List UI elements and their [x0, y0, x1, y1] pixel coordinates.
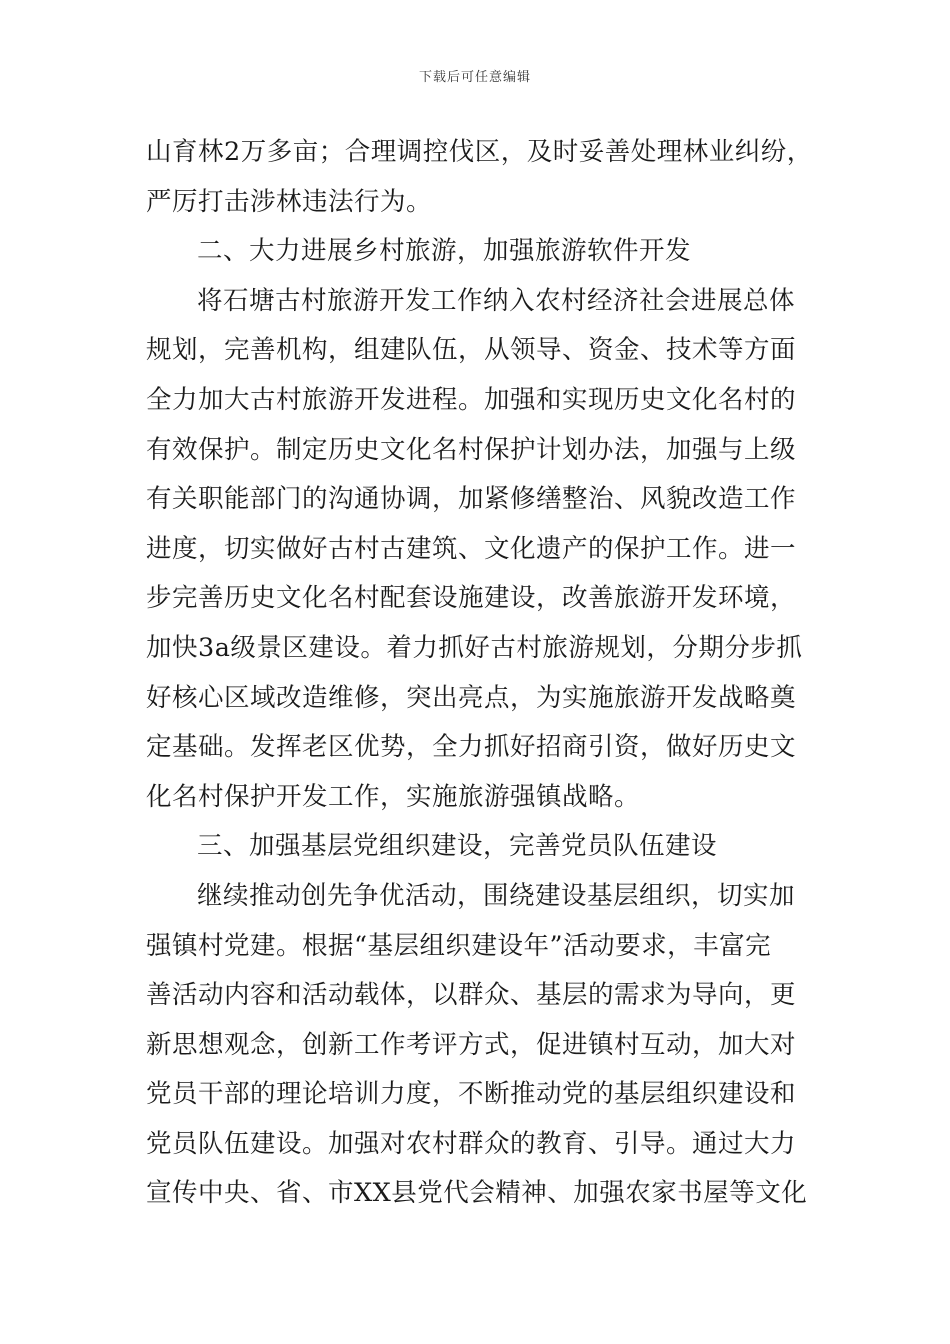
text-line: 进度，切实做好古村古建筑、文化遗产的保护工作。进一 [146, 533, 797, 564]
text-line: 善活动内容和活动载体，以群众、基层的需求为导向，更 [146, 980, 797, 1011]
text-line: 步完善历史文化名村配套设施建设，改善旅游开发环境， [146, 583, 797, 614]
document-body [146, 128, 813, 1219]
text-line: 规划，完善机构，组建队伍，从领导、资金、技术等方面 [146, 335, 797, 366]
paragraph-start: 将石塘古村旅游开发工作纳入农村经济社会进展总体 [197, 285, 796, 316]
text-line: 有关职能部门的沟通协调，加紧修缮整治、风貌改造工作 [146, 484, 797, 515]
text-line: 好核心区域改造维修，突出亮点，为实施旅游开发战略奠 [146, 682, 797, 713]
section-heading: 二、大力进展乡村旅游，加强旅游软件开发 [197, 236, 692, 267]
text-line: 全力加大古村旅游开发进程。加强和实现历史文化名村的 [146, 384, 797, 415]
text-line: 加快3a级景区建设。着力抓好古村旅游规划，分期分步抓 [146, 632, 803, 663]
page-header: 下载后可任意编辑 [418, 70, 531, 85]
text-line: 化名村保护开发工作，实施旅游强镇战略。 [146, 781, 641, 812]
section-heading: 三、加强基层党组织建设，完善党员队伍建设 [197, 831, 718, 862]
text-line: 严厉打击涉林违法行为。 [146, 186, 433, 217]
text-line: 党员队伍建设。加强对农村群众的教育、引导。通过大力 [146, 1128, 797, 1159]
paragraph-start: 继续推动创先争优活动，围绕建设基层组织，切实加 [197, 880, 796, 911]
text-line: 有效保护。制定历史文化名村保护计划办法，加强与上级 [146, 434, 797, 465]
text-line: 山育林2万多亩；合理调控伐区，及时妥善处理林业纠纷， [146, 137, 813, 167]
text-line: 强镇村党建。根据“基层组织建设年”活动要求，丰富完 [146, 930, 772, 961]
text-line: 新思想观念，创新工作考评方式，促进镇村互动，加大对 [146, 1029, 797, 1060]
text-line: 党员干部的理论培训力度，不断推动党的基层组织建设和 [146, 1079, 797, 1110]
text-line: 定基础。发挥老区优势，全力抓好招商引资，做好历史文 [146, 732, 797, 763]
text-line: 宣传中央、省、市XX县党代会精神、加强农家书屋等文化 [146, 1178, 808, 1209]
